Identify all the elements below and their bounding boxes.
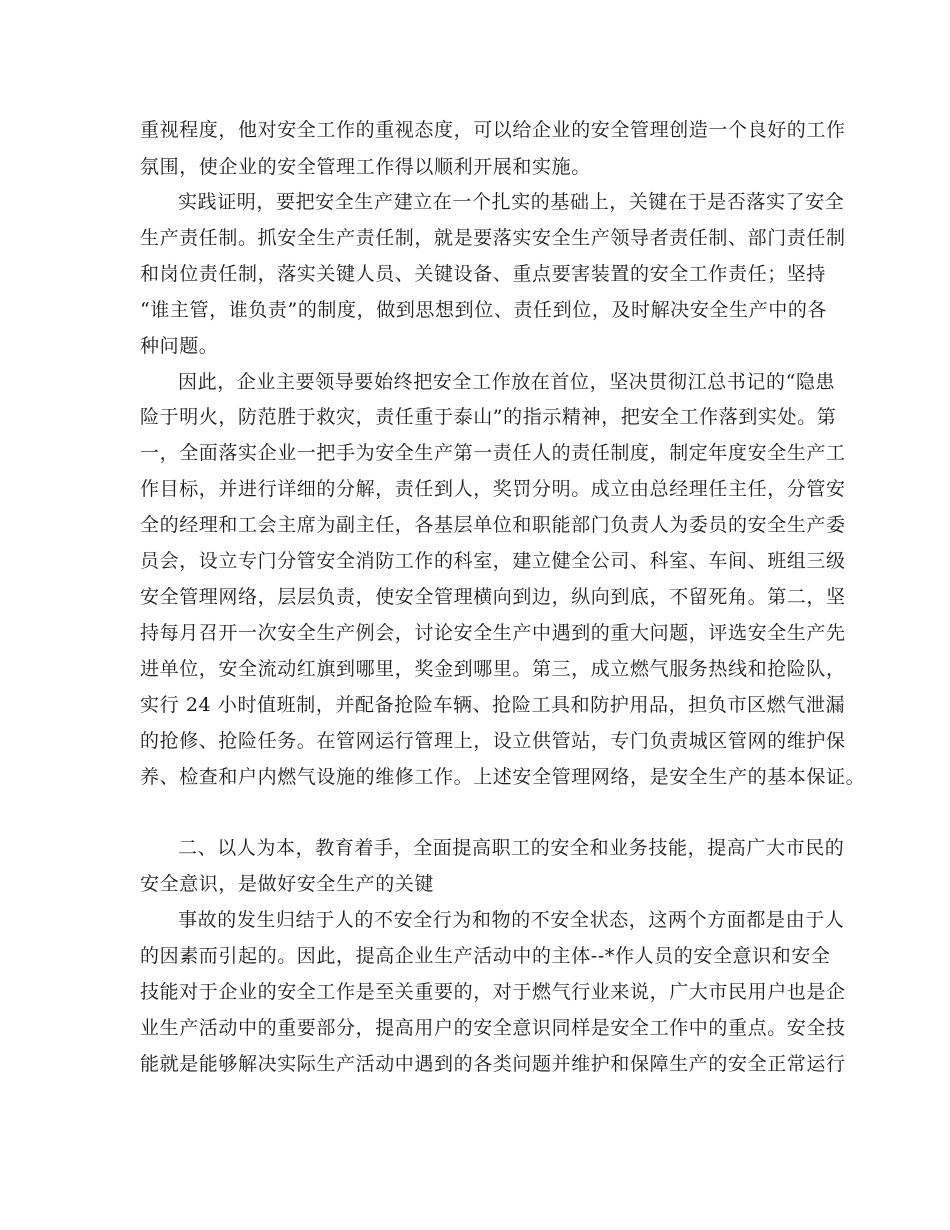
paragraph-line: 实行 24 小时值班制，并配备抢险车辆、抢险工具和防护用品，担负市区燃气泄漏 (140, 694, 846, 716)
paragraph-line: 员会，设立专门分管安全消防工作的科室，建立健全公司、科室、车间、班组三级 (140, 550, 846, 572)
paragraph-line: 持每月召开一次安全生产例会，讨论安全生产中遇到的重大问题，评选安全生产先 (140, 622, 846, 644)
paragraph-line: 业生产活动中的重要部分，提高用户的安全意识同样是安全工作中的重点。安全技 (140, 1017, 846, 1039)
paragraph-line: 和岗位责任制，落实关键人员、关键设备、重点要害装置的安全工作责任；坚持 (140, 263, 827, 285)
paragraph-line: 事故的发生归结于人的不安全行为和物的不安全状态，这两个方面都是由于人 (178, 909, 845, 931)
paragraph-line: 重视程度，他对安全工作的重视态度，可以给企业的安全管理创造一个良好的工作 (140, 119, 846, 141)
paragraph-line: 种问题。 (140, 335, 219, 357)
paragraph-line: 进单位，安全流动红旗到哪里，奖金到哪里。第三，成立燃气服务热线和抢险队， (140, 658, 846, 680)
paragraph-line: 技能对于企业的安全工作是至关重要的，对于燃气行业来说，广大市民用户也是企 (140, 981, 846, 1003)
paragraph-line: 安全管理网络，层层负责，使安全管理横向到边，纵向到底，不留死角。第二，坚 (140, 586, 846, 608)
paragraph-line: “谁主管，谁负责”的制度，做到思想到位、责任到位，及时解决安全生产中的各 (140, 299, 828, 321)
paragraph-line: 生产责任制。抓安全生产责任制，就是要落实安全生产领导者责任制、部门责任制 (140, 227, 846, 249)
paragraph-line: 养、检查和户内燃气设施的维修工作。上述安全管理网络，是安全生产的基本保证。 (140, 766, 866, 788)
paragraph-line: 因此，企业主要领导要始终把安全工作放在首位，坚决贯彻江总书记的“隐患 (178, 371, 836, 393)
paragraph-line: 的抢修、抢险任务。在管网运行管理上，设立供管站，专门负责城区管网的维护保 (140, 730, 846, 752)
paragraph-line: 险于明火，防范胜于救灾，责任重于泰山”的指示精神，把安全工作落到实处。第 (140, 406, 837, 428)
paragraph-line: 作目标，并进行详细的分解，责任到人，奖罚分明。成立由总经理任主任，分管安 (140, 478, 846, 500)
paragraph-line: 能就是能够解决实际生产活动中遇到的各类问题并维护和保障生产的安全正常运行 (140, 1053, 846, 1075)
paragraph-line: 氛围，使企业的安全管理工作得以顺利开展和实施。 (140, 156, 591, 178)
section-heading-line: 二、以人为本，教育着手，全面提高职工的安全和业务技能，提高广大市民的 (178, 837, 845, 859)
paragraph-line: 实践证明，要把安全生产建立在一个扎实的基础上，关键在于是否落实了安全 (178, 191, 845, 213)
paragraph-line: 的因素而引起的。因此，提高企业生产活动中的主体--*作人员的安全意识和安全 (140, 945, 831, 967)
paragraph-line: 一，全面落实企业一把手为安全生产第一责任人的责任制度，制定年度安全生产工 (140, 442, 846, 464)
section-heading-line: 安全意识，是做好安全生产的关键 (140, 873, 435, 895)
paragraph-line: 全的经理和工会主席为副主任，各基层单位和职能部门负责人为委员的安全生产委 (140, 514, 846, 536)
